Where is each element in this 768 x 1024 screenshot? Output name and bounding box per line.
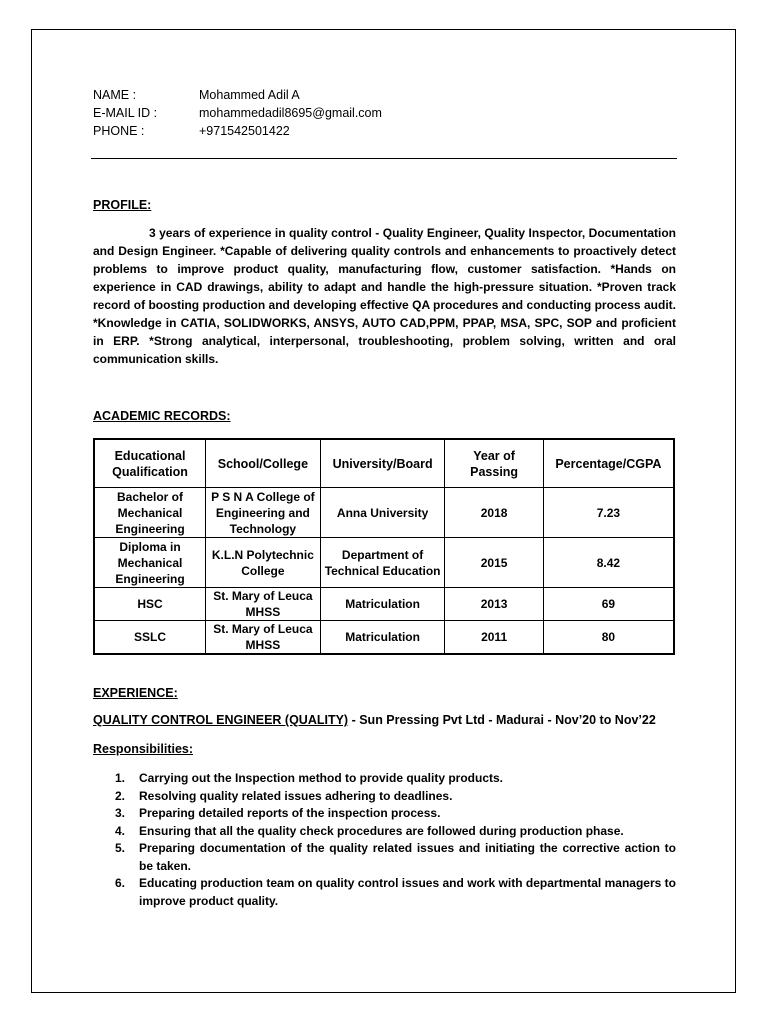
contact-block bbox=[93, 86, 676, 140]
job-details: - Sun Pressing Pvt Ltd - Madurai - Nov’20 to Nov’22 bbox=[348, 713, 656, 727]
phone-label: PHONE : bbox=[93, 124, 145, 138]
email-label: E-MAIL ID : bbox=[93, 106, 158, 120]
table-cell: 8.42 bbox=[543, 538, 674, 588]
name-row bbox=[93, 86, 676, 104]
table-cell: 80 bbox=[543, 621, 674, 655]
list-item bbox=[93, 805, 676, 823]
column-header: Year of Passing bbox=[445, 439, 543, 488]
table-cell: 69 bbox=[543, 588, 674, 621]
list-number: 2. bbox=[115, 788, 126, 803]
column-header: University/Board bbox=[320, 439, 445, 488]
table-cell: P S N A College of Engineering and Technology bbox=[206, 488, 321, 538]
academic-table bbox=[93, 438, 675, 655]
name-value: Mohammed Adil A bbox=[199, 88, 300, 102]
table-cell: Matriculation bbox=[320, 621, 445, 655]
phone-row bbox=[93, 122, 676, 140]
name-label: NAME : bbox=[93, 88, 137, 102]
table-header-row bbox=[94, 439, 674, 488]
table-cell: K.L.N Polytechnic College bbox=[206, 538, 321, 588]
list-text: Preparing documentation of the quality related issues and initiating the corrective action to be taken. bbox=[139, 841, 676, 873]
table-cell: Matriculation bbox=[320, 588, 445, 621]
email-value[interactable]: mohammedadil8695@gmail.com bbox=[199, 106, 382, 120]
responsibilities-list bbox=[93, 770, 676, 910]
column-header: Educational Qualification bbox=[94, 439, 206, 488]
column-header: School/College bbox=[206, 439, 321, 488]
list-text: Resolving quality related issues adhering to deadlines. bbox=[139, 788, 453, 803]
list-number: 3. bbox=[115, 806, 126, 820]
list-text: Educating production team on quality control issues and work with departmental managers to improve product quality. bbox=[139, 876, 676, 908]
table-cell: HSC bbox=[94, 588, 206, 621]
list-item bbox=[93, 770, 676, 788]
column-header: Percentage/CGPA bbox=[543, 439, 674, 488]
list-text: Preparing detailed reports of the inspection process. bbox=[139, 806, 441, 820]
email-row bbox=[93, 104, 676, 122]
table-cell: 2015 bbox=[445, 538, 543, 588]
list-item bbox=[93, 823, 676, 841]
table-row bbox=[94, 588, 674, 621]
list-number: 4. bbox=[115, 823, 126, 838]
table-cell: St. Mary of Leuca MHSS bbox=[206, 588, 321, 621]
job-title: QUALITY CONTROL ENGINEER (QUALITY) bbox=[93, 713, 349, 727]
table-cell: Anna University bbox=[320, 488, 445, 538]
list-item bbox=[93, 875, 676, 910]
list-text: Carrying out the Inspection method to provide quality products. bbox=[139, 771, 504, 785]
table-cell: SSLC bbox=[94, 621, 206, 655]
profile-text: 3 years of experience in quality control - Quality Engineer, Quality Inspector, Documentation and Design Engineer. *Capable of delivering quality controls and enhancements to proactively detect problems to improve product quality, manufacturing flow, customer satisfaction. *Hands on experience in CAD drawings, ability to adapt and handle the high-pressure situation. *Proven track record of boosting production and developing effective QA procedures and conducting process audit. *Knowledge in CATIA, SOLIDWORKS, ANSYS, AUTO CAD,PPM, PPAP, MSA, SPC, SOP and proficient in ERP. *Strong analytical, interpersonal, troubleshooting, problem solving, written and oral communication skills. bbox=[93, 226, 676, 366]
table-cell: 2013 bbox=[445, 588, 543, 621]
list-number: 1. bbox=[115, 771, 126, 785]
table-row bbox=[94, 538, 674, 588]
list-item bbox=[93, 788, 676, 806]
table-cell: St. Mary of Leuca MHSS bbox=[206, 621, 321, 655]
table-cell: 7.23 bbox=[543, 488, 674, 538]
list-number: 6. bbox=[115, 876, 126, 890]
table-cell: Bachelor of Mechanical Engineering bbox=[94, 488, 206, 538]
table-cell: 2011 bbox=[445, 621, 543, 655]
table-row bbox=[94, 488, 674, 538]
list-text: Ensuring that all the quality check procedures are followed during production phase. bbox=[139, 823, 624, 838]
phone-value: +971542501422 bbox=[199, 124, 290, 138]
experience-heading: EXPERIENCE: bbox=[93, 686, 178, 700]
list-item bbox=[93, 840, 676, 875]
table-cell: Diploma in Mechanical Engineering bbox=[94, 538, 206, 588]
table-cell: 2018 bbox=[445, 488, 543, 538]
table-cell: Department of Technical Education bbox=[320, 538, 445, 588]
header-divider bbox=[91, 158, 677, 159]
list-number: 5. bbox=[115, 841, 126, 855]
profile-heading: PROFILE: bbox=[93, 198, 152, 212]
table-row bbox=[94, 621, 674, 655]
academic-heading: ACADEMIC RECORDS: bbox=[93, 409, 231, 423]
job-line bbox=[93, 713, 656, 727]
responsibilities-heading: Responsibilities: bbox=[93, 742, 194, 756]
